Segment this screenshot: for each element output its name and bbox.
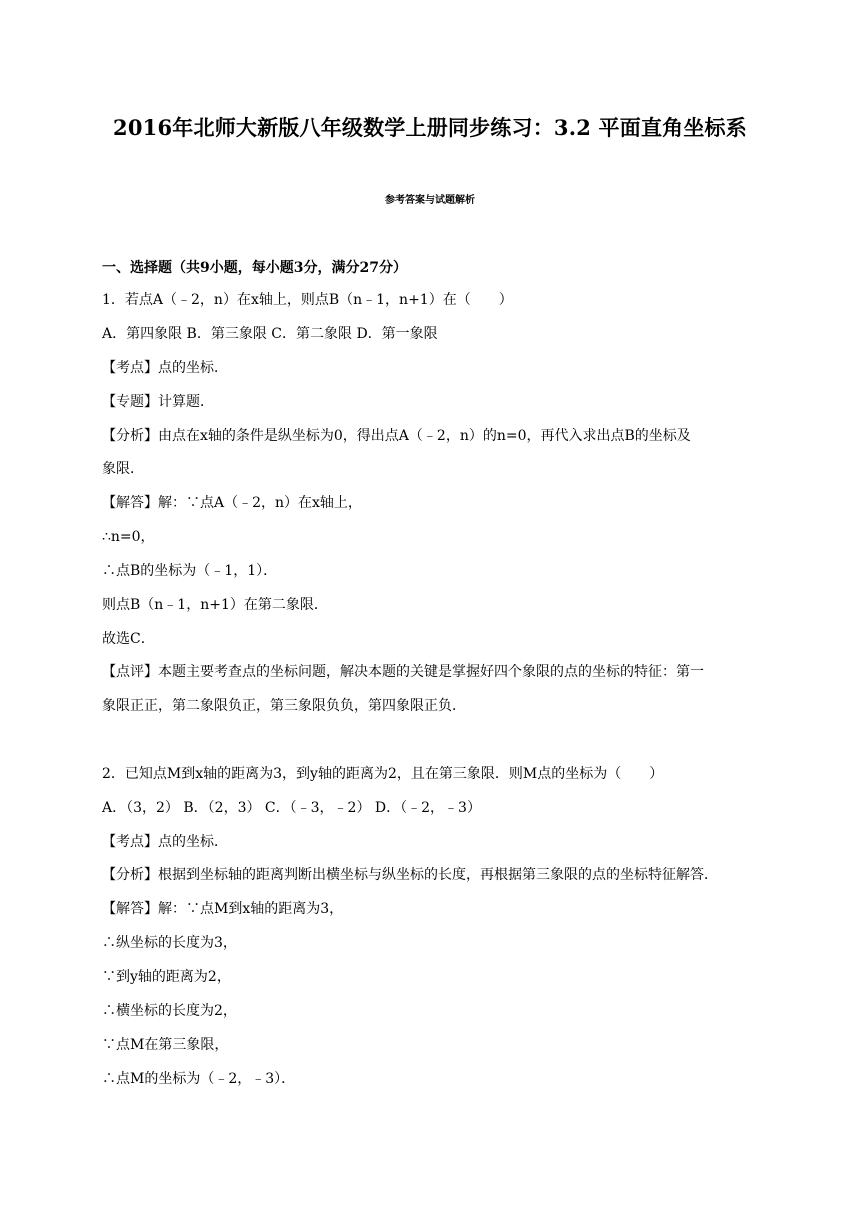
q1-jieda-line-5: 故选C．	[102, 631, 155, 647]
q2-jieda-line-6: ∴点M的坐标为（﹣2，﹣3）．	[102, 1071, 296, 1087]
q1-fenxi-line-2: 象限．	[102, 461, 144, 477]
document-subtitle: 参考答案与试题解析	[385, 195, 475, 206]
q1-stem: 1．若点A（﹣2，n）在x轴上，则点B（n﹣1，n+1）在（ ）	[102, 292, 513, 308]
q2-options: A．（3，2） B．（2，3） C．（﹣3，﹣2） D．（﹣2，﹣3）	[102, 800, 481, 816]
q2-jieda-line-1: 【解答】解：∵点M到x轴的距离为3，	[102, 901, 344, 917]
q1-kaodian: 【考点】点的坐标．	[102, 360, 228, 376]
q2-fenxi: 【分析】根据到坐标轴的距离判断出横坐标与纵坐标的长度，再根据第三象限的点的坐标特征解答．	[102, 867, 718, 883]
q2-jieda-line-3: ∵到y轴的距离为2，	[102, 969, 231, 985]
q1-fenxi-line-1: 【分析】由点在x轴的条件是纵坐标为0，得出点A（﹣2，n）的n=0，再代入求出点B的坐标及	[102, 428, 691, 444]
q2-stem: 2．已知点M到x轴的距离为3，到y轴的距离为2，且在第三象限．则M点的坐标为（ ）	[102, 766, 664, 782]
document-title: 2016年北师大新版八年级数学上册同步练习：3.2 平面直角坐标系	[113, 115, 747, 140]
q2-jieda-line-5: ∵点M在第三象限，	[102, 1037, 229, 1053]
q1-jieda-line-1: 【解答】解：∵点A（﹣2，n）在x轴上，	[102, 495, 362, 511]
q2-jieda-line-2: ∴纵坐标的长度为3，	[102, 935, 237, 951]
q1-dianping-line-2: 象限正正，第二象限负正，第三象限负负，第四象限正负．	[102, 698, 466, 714]
q1-zhuanti: 【专题】计算题．	[102, 394, 214, 410]
q1-dianping-line-1: 【点评】本题主要考查点的坐标问题，解决本题的关键是掌握好四个象限的点的坐标的特征：第一	[102, 664, 704, 680]
section-heading: 一、选择题（共9小题，每小题3分，满分27分）	[102, 260, 407, 276]
q1-jieda-line-4: 则点B（n﹣1，n+1）在第二象限．	[102, 597, 328, 613]
q2-jieda-line-4: ∴横坐标的长度为2，	[102, 1003, 237, 1019]
q1-jieda-line-2: ∴n=0，	[102, 529, 155, 545]
q1-jieda-line-3: ∴点B的坐标为（﹣1，1）．	[102, 563, 278, 579]
q1-options: A．第四象限 B．第三象限 C．第二象限 D．第一象限	[102, 326, 438, 342]
q2-kaodian: 【考点】点的坐标．	[102, 834, 228, 850]
